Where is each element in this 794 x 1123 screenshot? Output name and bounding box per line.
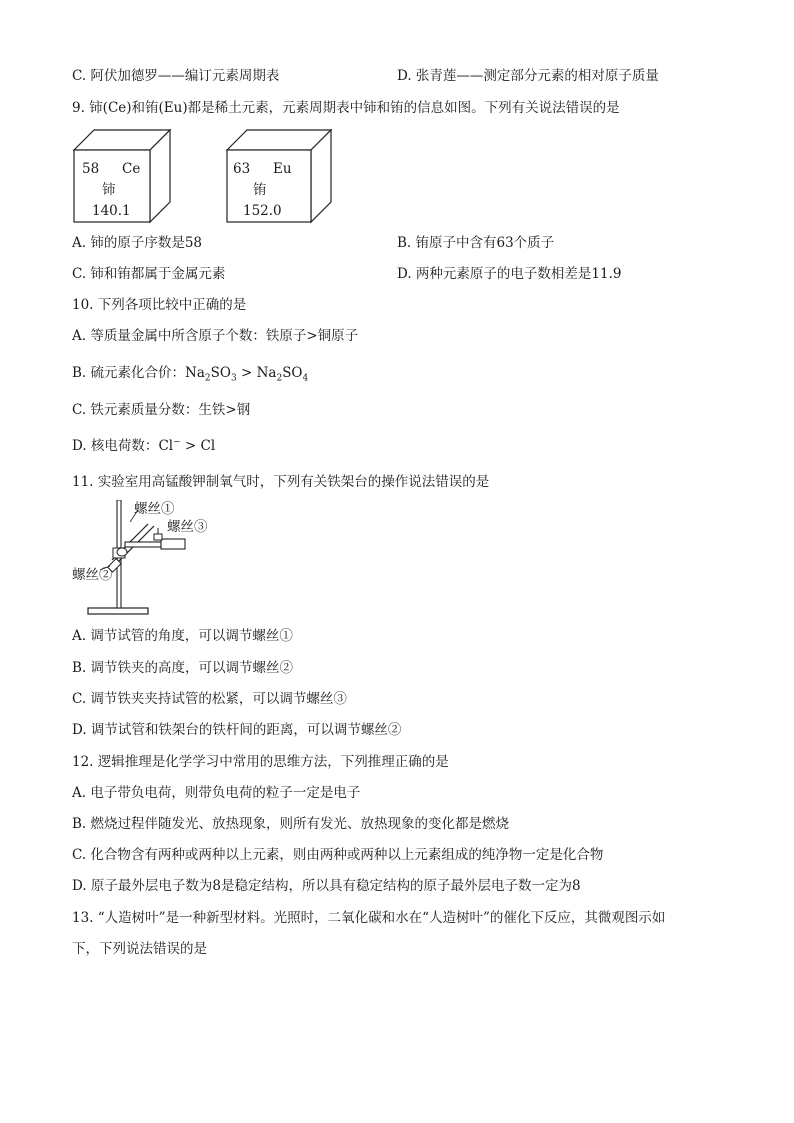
q11-option-b: B. 调节铁夹的高度，可以调节螺丝②	[72, 660, 294, 676]
q10-option-a: A. 等质量金属中所含原子个数：铁原子>铜原子	[72, 328, 359, 344]
q12-option-c: C. 化合物含有两种或两种以上元素，则由两种或两种以上元素组成的纯净物一定是化合物	[72, 847, 604, 863]
screw-3-label: 螺丝③	[167, 519, 208, 535]
q12-stem: 12. 逻辑推理是化学学习中常用的思维方法，下列推理正确的是	[72, 754, 449, 770]
ce-atomic-number: 58	[82, 161, 100, 177]
screw-2-label: 螺丝②	[72, 567, 113, 583]
q10-stem: 10. 下列各项比较中正确的是	[72, 297, 247, 313]
q11-stem: 11. 实验室用高锰酸钾制氧气时，下列有关铁架台的操作说法错误的是	[72, 474, 490, 490]
q10-option-d-formula: Cl− > Cl	[158, 437, 216, 454]
ce-atomic-mass: 140.1	[92, 203, 131, 219]
q13-stem-line2: 下，下列说法错误的是	[72, 941, 207, 957]
eu-symbol: Eu	[273, 161, 292, 177]
ce-symbol: Ce	[122, 161, 141, 177]
q9-option-a: A. 铈的原子序数是58	[72, 235, 203, 251]
q10-option-c: C. 铁元素质量分数：生铁>钢	[72, 402, 251, 418]
q10-option-d	[72, 437, 215, 455]
eu-atomic-mass: 152.0	[243, 203, 282, 219]
q8-option-c: C. 阿伏加德罗——编订元素周期表	[72, 68, 280, 84]
q8-option-d: D. 张青莲——测定部分元素的相对原子质量	[397, 68, 659, 84]
q12-option-b: B. 燃烧过程伴随发光、放热现象，则所有发光、放热现象的变化都是燃烧	[72, 816, 510, 832]
eu-name: 铕	[253, 182, 267, 198]
q10-option-b-formula: $Na_2SO_3 > Na_2SO_4$	[185, 365, 309, 384]
q10-option-b-label: B. 硫元素化合价：	[72, 365, 186, 381]
element-card-eu	[225, 126, 335, 224]
q9-option-c: C. 铈和铕都属于金属元素	[72, 266, 226, 282]
q10-option-b	[72, 364, 308, 382]
q11-option-d: D. 调节试管和铁架台的铁杆间的距离，可以调节螺丝②	[72, 722, 402, 738]
ce-name: 铈	[102, 182, 116, 198]
q9-option-b: B. 铕原子中含有63个质子	[397, 235, 555, 251]
q11-option-c: C. 调节铁夹夹持试管的松紧，可以调节螺丝③	[72, 691, 347, 707]
q12-option-d: D. 原子最外层电子数为8是稳定结构，所以具有稳定结构的原子最外层电子数一定为8	[72, 878, 581, 894]
q13-stem-line1: 13. “人造树叶”是一种新型材料。光照时，二氧化碳和水在“人造树叶”的催化下反应，其微观图示如	[72, 910, 666, 926]
q9-option-d: D. 两种元素原子的电子数相差是11.9	[397, 266, 622, 282]
q9-stem: 9. 铈(Ce)和铕(Eu)都是稀土元素，元素周期表中铈和铕的信息如图。下列有关说法错误的是	[72, 100, 620, 116]
q11-option-a: A. 调节试管的角度，可以调节螺丝①	[72, 628, 293, 644]
element-card-ce	[72, 126, 172, 224]
eu-atomic-number: 63	[233, 161, 251, 177]
screw-1-label: 螺丝①	[134, 501, 175, 517]
q12-option-a: A. 电子带负电荷，则带负电荷的粒子一定是电子	[72, 785, 361, 801]
q10-option-d-label: D. 核电荷数：	[72, 438, 159, 454]
